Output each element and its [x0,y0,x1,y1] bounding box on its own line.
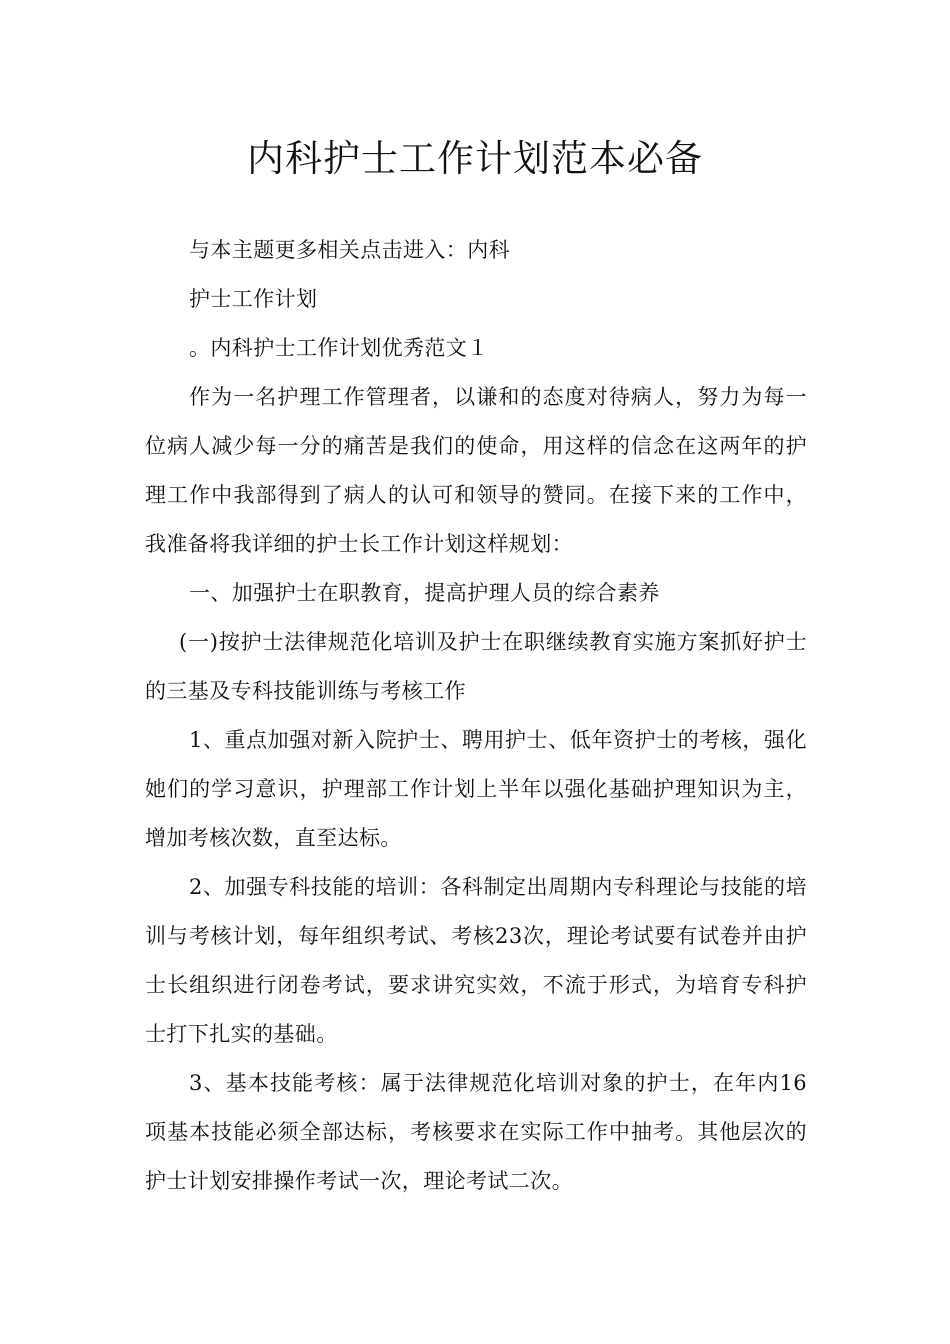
document-title: 内科护士工作计划范本必备 [247,137,703,180]
paragraph-item-2: 2、加强专科技能的培训：各科制定出周期内专科理论与技能的培训与考核计划，每年组织考试、考核23次，理论考试要有试卷并由护士长组织进行闭卷考试，要求讲究实效，不流于形式，为培育专科护士打下扎实的基础。 [145,875,807,1046]
paragraph-sample-heading: 。内科护士工作计划优秀范文１ [189,336,489,360]
paragraph-related-topic: 与本主题更多相关点击进入：内科 [189,238,510,262]
paragraph-topic-name: 护士工作计划 [189,287,318,311]
paragraph-intro: 作为一名护理工作管理者，以谦和的态度对待病人，努力为每一位病人减少每一分的痛苦是我们的使命，用这样的信念在这两年的护理工作中我部得到了病人的认可和领导的赞同。在接下来的工作中，我准备将我详细的护士长工作计划这样规划： [145,385,807,556]
paragraph-section-one-heading: 一、加强护士在职教育，提高护理人员的综合素养 [189,581,660,605]
paragraph-subsection-heading: (一)按护士法律规范化培训及护士在职继续教育实施方案抓好护士的三基及专科技能训练与考核工作 [145,630,807,703]
paragraph-item-1: 1、重点加强对新入院护士、聘用护士、低年资护士的考核，强化她们的学习意识，护理部工作计划上半年以强化基础护理知识为主，增加考核次数，直至达标。 [145,728,807,850]
document-body [145,226,807,1206]
paragraph-item-3: 3、基本技能考核：属于法律规范化培训对象的护士，在年内16项基本技能必须全部达标，考核要求在实际工作中抽考。其他层次的护士计划安排操作考试一次，理论考试二次。 [145,1071,807,1193]
